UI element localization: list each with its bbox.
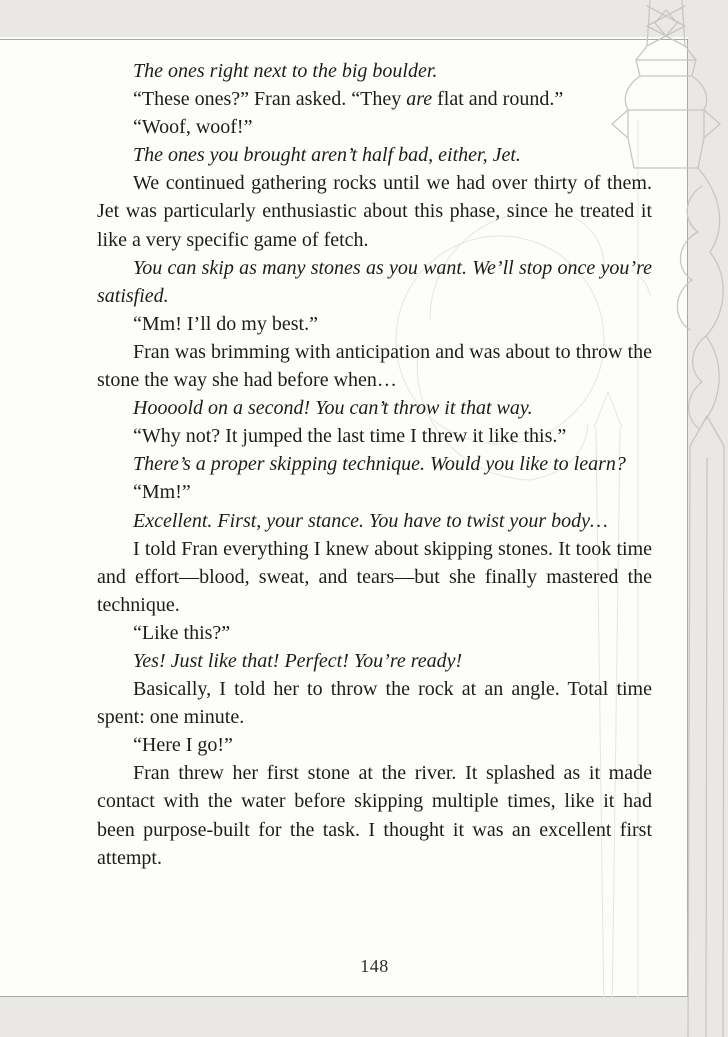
paragraph: Yes! Just like that! Perfect! You’re ready! — [133, 649, 463, 672]
paragraph: There’s a proper skipping technique. Would you like to learn? — [133, 453, 626, 476]
paragraph: Fran threw her first stone at the river. It splashed as it made contact with the water before skipping multiple times, like it had been purpose-built for the task. I thought it was an excellent first attempt. — [97, 762, 652, 869]
paragraph: We continued gathering rocks until we had over thirty of them. Jet was particularly enthusiastic about this phase, since he treated it like a very specific game of fetch. — [97, 172, 652, 251]
page-text-container — [97, 57, 652, 872]
paragraph: “These ones?” Fran asked. “They are flat and round.” — [133, 88, 564, 111]
paragraph: “Woof, woof!” — [133, 116, 253, 139]
paragraph: “Here I go!” — [133, 734, 233, 757]
paragraph: You can skip as many stones as you want. We’ll stop once you’re satisfied. — [97, 256, 652, 307]
page-number: 148 — [360, 956, 389, 976]
paragraph: I told Fran everything I knew about skipping stones. It took time and effort—blood, sweat, and tears—but she finally mastered the technique. — [97, 537, 652, 616]
paragraph: Excellent. First, your stance. You have to twist your body… — [133, 509, 608, 532]
paragraph: “Why not? It jumped the last time I threw it like this.” — [133, 425, 567, 448]
paragraph: The ones right next to the big boulder. — [133, 60, 438, 82]
paragraph: The ones you brought aren’t half bad, either, Jet. — [133, 144, 521, 167]
paragraph: Hoooold on a second! You can’t throw it that way. — [133, 397, 533, 420]
paragraph: Basically, I told her to throw the rock at an angle. Total time spent: one minute. — [97, 678, 652, 729]
paragraph: “Mm! I’ll do my best.” — [133, 312, 318, 335]
paragraph: Fran was brimming with anticipation and was about to throw the stone the way she had before when… — [97, 340, 652, 392]
paragraph: “Mm!” — [133, 481, 191, 504]
paragraph: “Like this?” — [133, 621, 231, 644]
